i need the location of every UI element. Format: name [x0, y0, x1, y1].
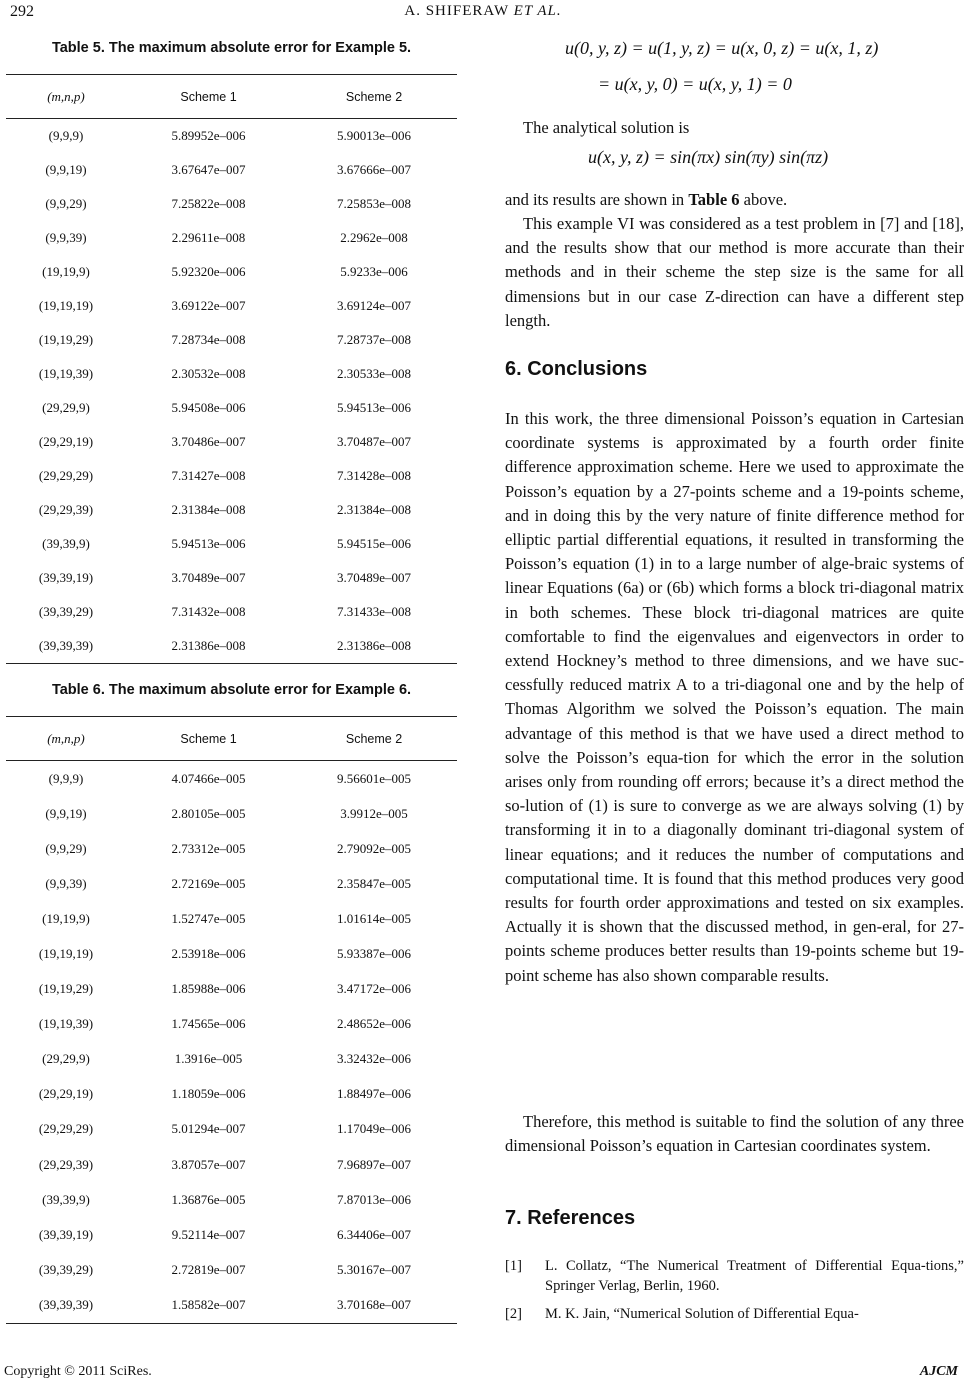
cell-mnp: (9,9,9) — [48, 128, 84, 143]
cell-scheme2: 3.9912e–005 — [340, 805, 408, 821]
table-row — [6, 323, 457, 357]
cell-mnp: (19,19,29) — [38, 332, 94, 347]
cell-scheme2: 3.70487e–007 — [336, 434, 412, 449]
table6-body — [6, 761, 457, 1324]
table-row — [6, 153, 457, 187]
reference-text: L. Collatz, “The Numerical Treatment of Differential Equa-tions,” Springer Verlag, Berlin, 1960. — [545, 1258, 964, 1294]
conclusions-paragraph-2: Therefore, this method is suitable to find the solution of any three dimensional Poisson’s equation in Cartesian coordinates system. — [505, 1112, 964, 1156]
cell-scheme2: 7.96897e–007 — [336, 1156, 412, 1172]
cell-scheme2: 2.30533e–008 — [336, 366, 412, 381]
cell-scheme1: 4.07466e–005 — [171, 770, 246, 786]
table-row — [6, 459, 457, 493]
cell-scheme1: 1.18059e–006 — [171, 1086, 246, 1102]
table6-col-mnp: (m,n,p) — [47, 730, 85, 746]
cell-scheme2: 2.31386e–008 — [336, 638, 412, 653]
results-sentence-post: above. — [739, 190, 788, 209]
cell-mnp: (39,39,9) — [42, 1191, 90, 1207]
cell-scheme2: 3.69124e–007 — [336, 298, 412, 313]
cell-scheme1: 2.53918e–006 — [171, 946, 246, 962]
cell-scheme2: 2.48652e–006 — [336, 1016, 412, 1032]
table6-caption: Table 6. The maximum absolute error for Example 6. — [51, 682, 412, 698]
table5-col-scheme2: Scheme 2 — [345, 89, 403, 104]
analytic-solution-eq: u(x, y, z) = sin(πx) sin(πy) sin(πz) — [588, 147, 829, 167]
cell-mnp: (19,19,39) — [38, 1016, 94, 1032]
cell-scheme2: 1.88497e–006 — [336, 1086, 412, 1102]
boundary-condition-eq-line2: = u(x, y, 0) = u(x, y, 1) = 0 — [598, 74, 792, 94]
table-row — [6, 796, 457, 831]
cell-scheme1: 9.52114e–007 — [171, 1226, 246, 1242]
cell-scheme1: 1.74565e–006 — [171, 1016, 246, 1032]
cell-scheme2: 2.35847e–005 — [336, 875, 412, 891]
cell-scheme1: 2.29611e–008 — [171, 230, 246, 245]
table-row — [6, 221, 457, 255]
cell-scheme1: 5.94513e–006 — [171, 536, 246, 551]
table-row — [6, 119, 457, 154]
copyright-notice: Copyright © 2011 SciRes. — [4, 1364, 152, 1379]
results-sentence — [505, 188, 964, 212]
cell-scheme1: 2.30532e–008 — [171, 366, 246, 381]
table-row — [6, 595, 457, 629]
cell-mnp: (39,39,19) — [38, 570, 94, 585]
cell-scheme2: 2.2962e–008 — [340, 230, 408, 245]
example6-paragraph: This example VI was considered as a test problem in [7] and [18], and the results show that our method is more accurate than their methods and in their scheme the step size is the same for all dimensions but in our case Z-direction can have a different step length. — [505, 214, 964, 330]
cell-mnp: (19,19,19) — [38, 946, 94, 962]
journal-abbrev: AJCM — [919, 1364, 958, 1379]
table-row — [6, 425, 457, 459]
table6 — [6, 716, 457, 1324]
table5-caption: Table 5. The maximum absolute error for Example 5. — [51, 40, 412, 56]
cell-mnp: (29,29,19) — [38, 434, 94, 449]
cell-scheme1: 5.92320e–006 — [171, 264, 246, 279]
cell-scheme1: 5.89952e–006 — [171, 128, 246, 143]
table-row — [6, 561, 457, 595]
table-row — [6, 187, 457, 221]
cell-scheme2: 1.17049e–006 — [336, 1121, 412, 1137]
cell-mnp: (19,19,39) — [38, 366, 94, 381]
cell-scheme1: 2.73312e–005 — [171, 840, 246, 856]
table-row — [6, 527, 457, 561]
table-row — [6, 866, 457, 901]
cell-mnp: (9,9,19) — [45, 162, 87, 177]
cell-mnp: (9,9,19) — [45, 805, 87, 821]
table-row — [6, 1287, 457, 1323]
cell-scheme2: 2.31384e–008 — [336, 502, 412, 517]
table-row — [6, 761, 457, 797]
section-7-heading: 7. References — [505, 1207, 636, 1229]
cell-scheme2: 5.90013e–006 — [336, 128, 412, 143]
cell-scheme2: 3.67666e–007 — [336, 162, 412, 177]
table-row — [6, 357, 457, 391]
reference-item — [505, 1256, 964, 1296]
cell-scheme2: 6.34406e–007 — [336, 1226, 412, 1242]
table-row — [6, 391, 457, 425]
cell-scheme1: 1.85988e–006 — [171, 981, 246, 997]
cell-scheme2: 3.32432e–006 — [336, 1051, 412, 1067]
cell-scheme1: 7.28734e–008 — [171, 332, 246, 347]
cell-mnp: (29,29,39) — [38, 502, 94, 517]
results-sentence-table-ref: Table 6 — [688, 190, 740, 209]
running-title-etal: ET AL. — [513, 3, 562, 19]
table-row — [6, 936, 457, 971]
table-row — [6, 289, 457, 323]
cell-scheme2: 1.01614e–005 — [336, 910, 412, 926]
cell-scheme2: 7.87013e–006 — [336, 1191, 412, 1207]
cell-mnp: (19,19,9) — [42, 910, 90, 926]
cell-mnp: (19,19,29) — [38, 981, 94, 997]
table-row — [6, 1147, 457, 1182]
table5-header-row — [6, 75, 457, 119]
table6-col-scheme2: Scheme 2 — [345, 731, 403, 746]
table-row — [6, 629, 457, 664]
cell-mnp: (9,9,9) — [48, 770, 84, 786]
table6-col-scheme1: Scheme 1 — [180, 731, 237, 746]
cell-mnp: (29,29,29) — [38, 468, 94, 483]
cell-scheme1: 1.3916e–005 — [174, 1051, 243, 1067]
boundary-condition-eq-line1: u(0, y, z) = u(1, y, z) = u(x, 0, z) = u(x, 1, z) — [565, 38, 879, 58]
table-row — [6, 1252, 457, 1287]
cell-scheme1: 3.87057e–007 — [171, 1156, 246, 1172]
cell-scheme1: 3.67647e–007 — [171, 162, 246, 177]
cell-scheme2: 7.25853e–008 — [336, 196, 412, 211]
conclusions-paragraph-1: In this work, the three dimensional Poisson’s equation in Cartesian coordinate systems is approximated by a fourth order finite difference approximation scheme. Here we used to approximate the Poisson’s equation by a 27-points scheme and a 19-points scheme, and in doing this by the very nature of finite difference method for elliptic partial differential equations, it resulted in transforming the Poisson’s equation (1) in to a large number of alge-braic systems of linear Equations (6a) or (6b) which forms a block tri-diagonal matrix in both schemes. These block tri-diagonal matrices are quite comfortable to find the eigenvalues and eigenvectors in order to extend Hockney’s method to three dimensions, and we have suc-cessfully reduced matrix A to a tri-diagonal one and by the help of Thomas Algorithm we solved the Poisson’s equation. The main advantage of this method is that we have used a direct method to solve the Poisson’s equa-tion for which the error in the solution arises only from rounding off errors; because it’s a direct method the so-lution of (1) is sure to converge as we are always solving (1) by transforming it in to a diagonally dominant tri-diagonal system of linear equations; and it reduces the number of computations and computational time. It is found that this method produces very good results for fourth order approximations and tested on six examples. Actually it is shown that the discussed method, in gen-eral, for 27-points scheme produces better results than 19-points scheme but 19-point scheme has also shown comparable results. — [505, 409, 964, 985]
cell-scheme1: 7.25822e–008 — [171, 196, 246, 211]
cell-scheme1: 2.80105e–005 — [171, 805, 246, 821]
cell-scheme1: 1.58582e–007 — [171, 1296, 246, 1312]
running-title — [0, 3, 966, 20]
reference-number: [1] — [505, 1258, 522, 1274]
cell-scheme1: 2.72169e–005 — [171, 875, 246, 891]
cell-scheme2: 3.70489e–007 — [336, 570, 412, 585]
table-row — [6, 493, 457, 527]
reference-text: M. K. Jain, “Numerical Solution of Differential Equa- — [545, 1306, 859, 1322]
cell-scheme2: 7.31428e–008 — [336, 468, 412, 483]
table-row — [6, 1112, 457, 1147]
table-row — [6, 831, 457, 866]
section-6-heading: 6. Conclusions — [505, 358, 648, 380]
cell-mnp: (9,9,39) — [45, 875, 87, 891]
table-row — [6, 1077, 457, 1112]
cell-mnp: (29,29,19) — [38, 1086, 94, 1102]
table-row — [6, 1042, 457, 1077]
reference-number: [2] — [505, 1306, 522, 1322]
cell-scheme1: 3.70489e–007 — [171, 570, 246, 585]
table-row — [6, 1182, 457, 1217]
cell-scheme2: 3.47172e–006 — [336, 981, 412, 997]
cell-mnp: (29,29,9) — [42, 400, 90, 415]
cell-mnp: (39,39,29) — [38, 604, 94, 619]
cell-mnp: (39,39,39) — [38, 638, 94, 653]
cell-scheme1: 1.52747e–005 — [171, 910, 246, 926]
table-row — [6, 972, 457, 1007]
table6-header-row — [6, 717, 457, 761]
analytic-solution-intro: The analytical solution is — [523, 118, 690, 137]
cell-mnp: (39,39,9) — [42, 536, 90, 551]
cell-scheme2: 5.30167e–007 — [336, 1261, 412, 1277]
cell-scheme1: 7.31427e–008 — [171, 468, 246, 483]
cell-scheme2: 5.94513e–006 — [336, 400, 412, 415]
table5 — [6, 74, 457, 664]
cell-scheme2: 5.94515e–006 — [336, 536, 412, 551]
table5-col-mnp: (m,n,p) — [47, 88, 85, 104]
cell-mnp: (29,29,29) — [38, 1121, 94, 1137]
cell-scheme1: 1.36876e–005 — [171, 1191, 246, 1207]
running-title-author: A. SHIFERAW — [404, 3, 509, 19]
cell-mnp: (29,29,39) — [38, 1156, 94, 1172]
cell-scheme1: 2.72819e–007 — [171, 1261, 246, 1277]
cell-mnp: (9,9,39) — [45, 230, 87, 245]
cell-scheme1: 2.31386e–008 — [171, 638, 246, 653]
reference-item — [505, 1304, 964, 1324]
cell-scheme2: 9.56601e–005 — [336, 770, 412, 786]
cell-mnp: (29,29,9) — [42, 1051, 90, 1067]
table-row — [6, 901, 457, 936]
page-number: 292 — [10, 3, 34, 20]
cell-scheme1: 2.31384e–008 — [171, 502, 246, 517]
cell-scheme1: 3.70486e–007 — [171, 434, 246, 449]
cell-scheme1: 5.01294e–007 — [171, 1121, 246, 1137]
results-sentence-pre: and its results are shown in — [505, 190, 689, 209]
cell-scheme2: 2.79092e–005 — [336, 840, 412, 856]
table-row — [6, 1217, 457, 1252]
cell-scheme1: 3.69122e–007 — [171, 298, 246, 313]
cell-scheme1: 7.31432e–008 — [171, 604, 246, 619]
cell-mnp: (9,9,29) — [45, 840, 87, 856]
table-row — [6, 1007, 457, 1042]
cell-mnp: (19,19,19) — [38, 298, 94, 313]
cell-scheme1: 5.94508e–006 — [171, 400, 246, 415]
cell-mnp: (19,19,9) — [42, 264, 90, 279]
table-row — [6, 255, 457, 289]
table5-body — [6, 119, 457, 664]
cell-mnp: (39,39,19) — [38, 1226, 94, 1242]
cell-mnp: (39,39,39) — [38, 1296, 94, 1312]
cell-scheme2: 5.9233e–006 — [340, 264, 408, 279]
table5-col-scheme1: Scheme 1 — [180, 89, 237, 104]
cell-mnp: (9,9,29) — [45, 196, 87, 211]
cell-scheme2: 3.70168e–007 — [336, 1296, 412, 1312]
cell-scheme2: 7.28737e–008 — [336, 332, 412, 347]
cell-scheme2: 7.31433e–008 — [336, 604, 412, 619]
cell-scheme2: 5.93387e–006 — [336, 946, 412, 962]
cell-mnp: (39,39,29) — [38, 1261, 94, 1277]
